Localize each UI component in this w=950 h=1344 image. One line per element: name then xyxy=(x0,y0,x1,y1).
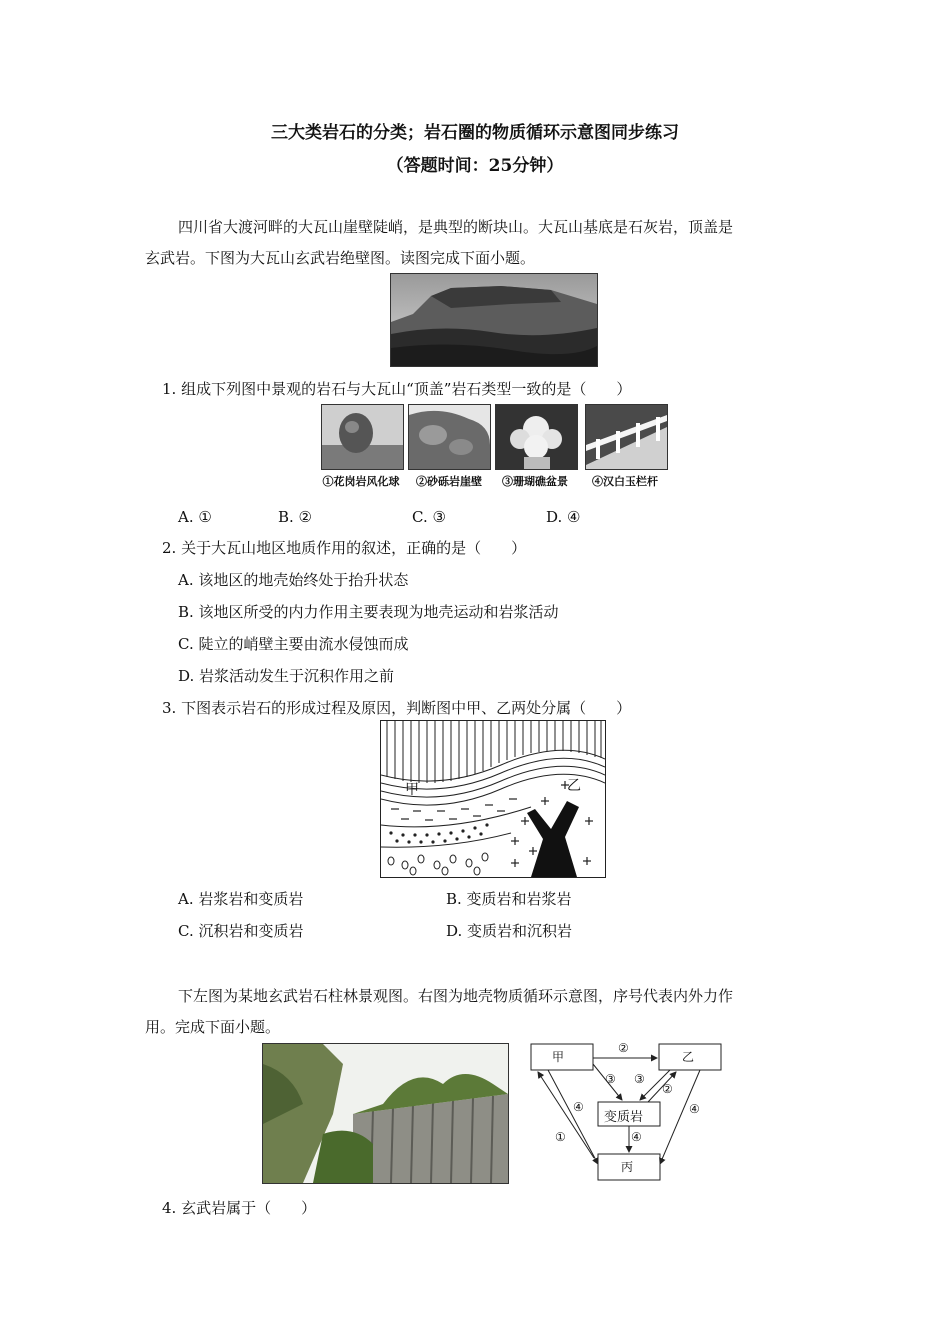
q3-option-d[interactable]: D. 变质岩和沉积岩 xyxy=(446,922,573,940)
page-subtitle: （答题时间：25分钟） xyxy=(386,156,564,176)
cycle-num-4-center: ④ xyxy=(631,1130,642,1144)
q4-stem: 4. 玄武岩属于（ ） xyxy=(162,1199,317,1217)
conglomerate-cliff-image xyxy=(408,404,491,470)
label-yi: 乙 xyxy=(567,778,581,794)
q1-images-strip xyxy=(321,404,669,492)
q3-stem: 3. 下图表示岩石的形成过程及原因，判断图中甲、乙两处分属（ ） xyxy=(162,699,632,717)
cycle-num-2-top: ② xyxy=(618,1041,629,1055)
cycle-num-3-left: ③ xyxy=(605,1072,616,1086)
cycle-num-4-left: ④ xyxy=(573,1100,584,1114)
caption-1: ①花岗岩风化球 xyxy=(322,475,400,488)
q2-option-b[interactable]: B. 该地区所受的内力作用主要表现为地壳运动和岩浆活动 xyxy=(178,603,559,621)
dawa-mountain-photo xyxy=(390,273,598,367)
q1-option-a[interactable]: A. ① xyxy=(178,508,212,526)
q3-option-c[interactable]: C. 沉积岩和变质岩 xyxy=(178,922,304,940)
cycle-num-4-right: ④ xyxy=(689,1102,700,1116)
granite-ball-image xyxy=(321,404,404,470)
rock-formation-diagram xyxy=(380,720,606,878)
q1-option-b[interactable]: B. ② xyxy=(278,508,313,526)
intro2-line2: 用。完成下面小题。 xyxy=(145,1018,281,1036)
q1-option-c[interactable]: C. ③ xyxy=(412,508,446,526)
coral-reef-image xyxy=(495,404,578,470)
q2-stem: 2. 关于大瓦山地区地质作用的叙述，正确的是（ ） xyxy=(162,539,527,557)
q2-option-c[interactable]: C. 陡立的峭壁主要由流水侵蚀而成 xyxy=(178,635,409,653)
q3-option-a[interactable]: A. 岩浆岩和变质岩 xyxy=(178,890,304,908)
cycle-box-bing: 丙 xyxy=(621,1160,634,1174)
caption-4: ④汉白玉栏杆 xyxy=(592,475,658,488)
intro2-line1: 下左图为某地玄武岩石柱林景观图。右图为地壳物质循环示意图，序号代表内外力作 xyxy=(178,987,734,1005)
cycle-box-metamorphic: 变质岩 xyxy=(604,1110,644,1125)
cycle-box-yi: 乙 xyxy=(682,1050,695,1064)
marble-railing-image xyxy=(585,404,668,470)
basalt-columns-photo xyxy=(262,1043,509,1184)
caption-2: ②砂砾岩崖壁 xyxy=(416,475,482,488)
cycle-num-1: ① xyxy=(555,1130,566,1144)
cycle-num-2-right: ② xyxy=(662,1082,673,1096)
page-title: 三大类岩石的分类；岩石圈的物质循环示意图同步练习 xyxy=(271,123,679,143)
q2-option-d[interactable]: D. 岩浆活动发生于沉积作用之前 xyxy=(178,667,395,685)
cycle-num-3-right: ③ xyxy=(634,1072,645,1086)
rock-cycle-diagram xyxy=(530,1040,722,1182)
cycle-box-jia: 甲 xyxy=(552,1050,565,1064)
q1-option-d[interactable]: D. ④ xyxy=(546,508,581,526)
q3-option-b[interactable]: B. 变质岩和岩浆岩 xyxy=(446,890,572,908)
q1-stem: 1. 组成下列图中景观的岩石与大瓦山“顶盖”岩石类型一致的是（ ） xyxy=(162,380,632,398)
intro1-line1: 四川省大渡河畔的大瓦山崖壁陡峭，是典型的断块山。大瓦山基底是石灰岩，顶盖是 xyxy=(178,218,734,236)
intro1-line2: 玄武岩。下图为大瓦山玄武岩绝壁图。读图完成下面小题。 xyxy=(145,249,536,267)
caption-3: ③珊瑚礁盆景 xyxy=(502,475,568,488)
label-jia: 甲 xyxy=(405,782,419,798)
q2-option-a[interactable]: A. 该地区的地壳始终处于抬升状态 xyxy=(178,571,409,589)
